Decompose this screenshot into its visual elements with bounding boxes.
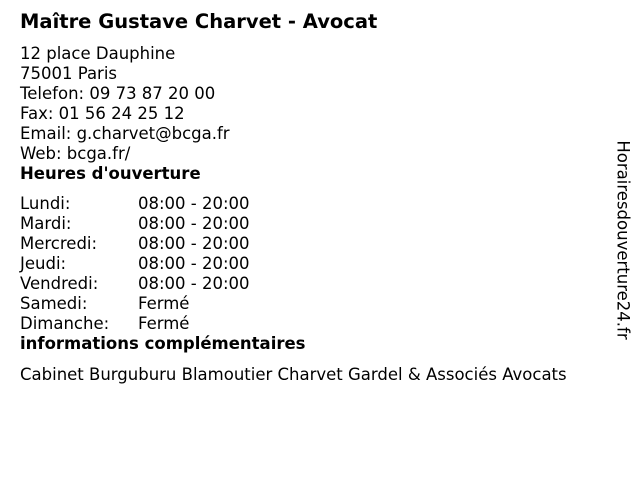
email-address: Email: g.charvet@bcga.fr: [20, 124, 230, 143]
hours-row-lundi: [20, 194, 610, 214]
day-label: Vendredi:: [20, 274, 99, 293]
day-label: Samedi:: [20, 294, 88, 313]
extra-info-text: Cabinet Burguburu Blamoutier Charvet Gardel & Associés Avocats: [20, 365, 567, 384]
fax-number: Fax: 01 56 24 25 12: [20, 104, 185, 123]
time-value: 08:00 - 20:00: [138, 234, 250, 253]
hours-row-mercredi: [20, 234, 610, 254]
extra-info-heading: informations complémentaires: [20, 334, 306, 353]
opening-hours-table: [20, 194, 610, 334]
hours-row-mardi: [20, 214, 610, 234]
day-label: Dimanche:: [20, 314, 110, 333]
day-label: Mardi:: [20, 214, 72, 233]
time-value: 08:00 - 20:00: [138, 194, 250, 213]
hours-row-jeudi: [20, 254, 610, 274]
day-label: Mercredi:: [20, 234, 98, 253]
hours-row-dimanche: [20, 314, 610, 334]
phone-number: Telefon: 09 73 87 20 00: [20, 84, 216, 103]
website: Web: bcga.fr/: [20, 144, 131, 163]
street-address: 12 place Dauphine: [20, 44, 176, 63]
time-value: 08:00 - 20:00: [138, 274, 250, 293]
business-name: Maître Gustave Charvet - Avocat: [20, 10, 378, 33]
city-postcode: 75001 Paris: [20, 64, 118, 83]
hours-heading: Heures d'ouverture: [20, 164, 201, 183]
time-value: Fermé: [138, 314, 190, 333]
time-value: 08:00 - 20:00: [138, 214, 250, 233]
time-value: Fermé: [138, 294, 190, 313]
time-value: 08:00 - 20:00: [138, 254, 250, 273]
site-watermark: Horairesdouverture24.fr: [613, 140, 633, 340]
day-label: Lundi:: [20, 194, 71, 213]
day-label: Jeudi:: [20, 254, 67, 273]
hours-row-samedi: [20, 294, 610, 314]
business-card: [20, 10, 610, 385]
address-block: [20, 44, 610, 164]
hours-row-vendredi: [20, 274, 610, 294]
